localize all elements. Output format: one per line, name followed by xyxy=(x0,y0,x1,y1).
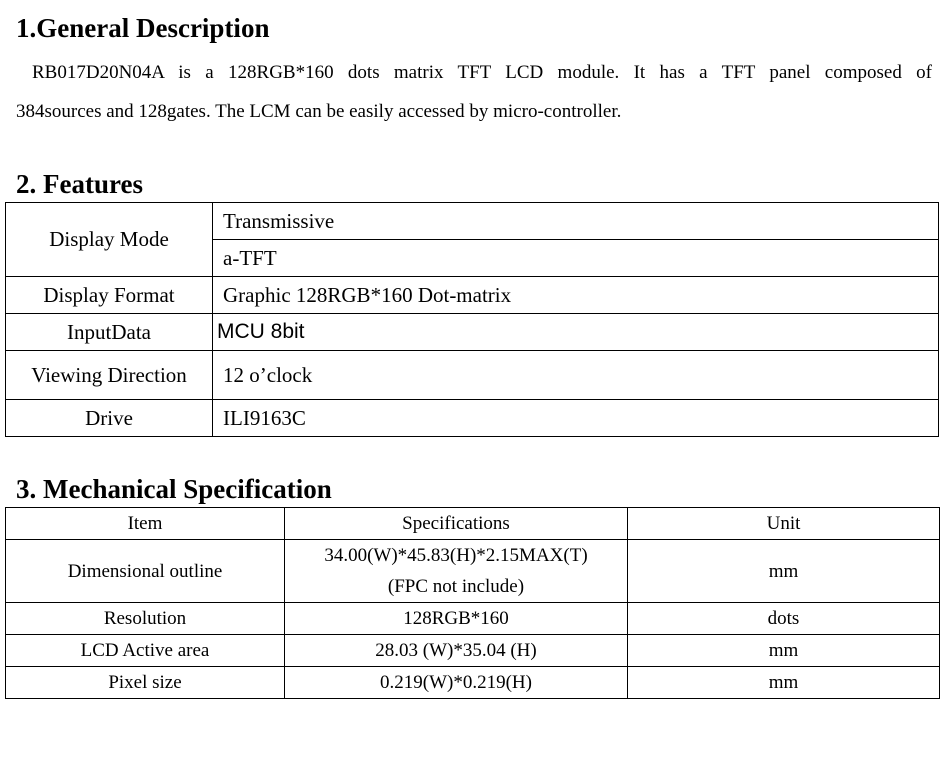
cell-spec: 128RGB*160 xyxy=(285,603,628,635)
table-row xyxy=(6,400,939,437)
cell-unit: mm xyxy=(628,667,940,699)
spec-note: (FPC not include) xyxy=(387,576,525,597)
cell-spec: 28.03 (W)*35.04 (H) xyxy=(285,635,628,667)
cell-item: Pixel size xyxy=(6,667,285,699)
feature-label-display-mode: Display Mode xyxy=(6,203,213,277)
spec-text: 34.00(W)*45.83(H)*2.15MAX(T) xyxy=(324,545,588,566)
table-row xyxy=(6,203,939,240)
table-row xyxy=(6,635,940,667)
feature-value-input-data: MCU 8bit xyxy=(213,314,939,351)
column-header-item: Item xyxy=(6,508,285,540)
table-header-row xyxy=(6,508,940,540)
table-row xyxy=(6,277,939,314)
mechanical-spec-table xyxy=(5,507,940,699)
cell-item: Resolution xyxy=(6,603,285,635)
paragraph-line-1: RB017D20N04A is a 128RGB*160 dots matrix TFT LCD module. It has a TFT panel composed of xyxy=(32,62,932,83)
table-row xyxy=(6,351,939,400)
cell-spec xyxy=(285,540,628,603)
table-row xyxy=(6,314,939,351)
general-description-paragraph xyxy=(16,53,932,131)
features-table xyxy=(5,202,939,437)
cell-unit: mm xyxy=(628,635,940,667)
cell-unit: dots xyxy=(628,603,940,635)
cell-item: Dimensional outline xyxy=(6,540,285,603)
cell-unit: mm xyxy=(628,540,940,603)
feature-value-viewing-direction: 12 o’clock xyxy=(213,351,939,400)
paragraph-line-2: 384sources and 128gates. The LCM can be easily accessed by micro-controller. xyxy=(16,101,622,122)
feature-value-display-mode-1: Transmissive xyxy=(213,203,939,240)
feature-value-drive: ILI9163C xyxy=(213,400,939,437)
feature-label-input-data: InputData xyxy=(6,314,213,351)
section-heading-mechanical-specification: 3. Mechanical Specification xyxy=(16,474,332,504)
column-header-unit: Unit xyxy=(628,508,940,540)
section-heading-general-description: 1.General Description xyxy=(16,13,270,43)
feature-label-viewing-direction: Viewing Direction xyxy=(6,351,213,400)
feature-value-display-format: Graphic 128RGB*160 Dot-matrix xyxy=(213,277,939,314)
feature-value-display-mode-2: a-TFT xyxy=(213,240,939,277)
feature-label-display-format: Display Format xyxy=(6,277,213,314)
section-heading-features: 2. Features xyxy=(16,169,143,199)
cell-spec: 0.219(W)*0.219(H) xyxy=(285,667,628,699)
table-row xyxy=(6,667,940,699)
table-row xyxy=(6,603,940,635)
table-row xyxy=(6,540,940,603)
cell-item: LCD Active area xyxy=(6,635,285,667)
column-header-specifications: Specifications xyxy=(285,508,628,540)
feature-label-drive: Drive xyxy=(6,400,213,437)
